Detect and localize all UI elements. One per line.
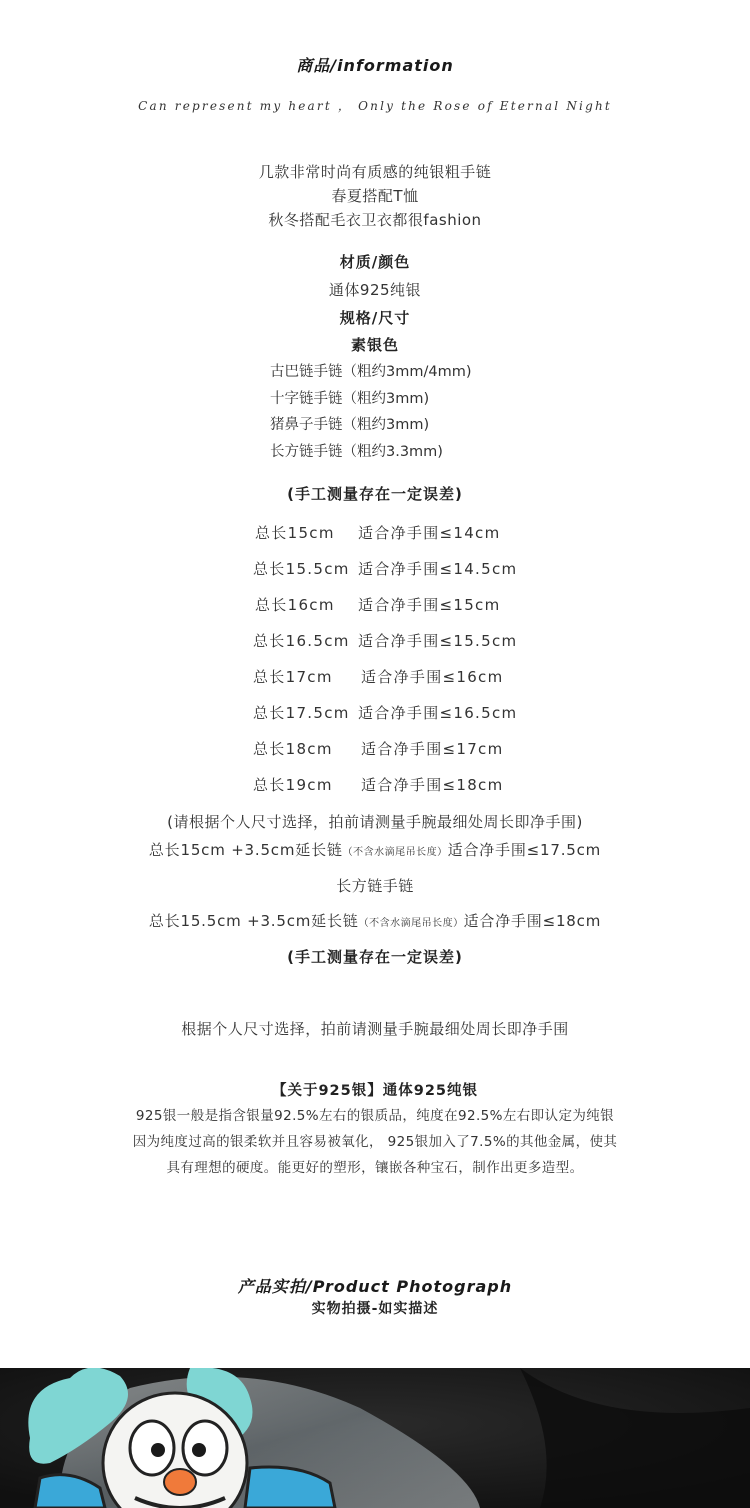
size-fit: 适合净手围≤18cm <box>361 776 504 794</box>
extension-note: （不含水滴尾吊长度） <box>342 847 448 858</box>
rect-chain-label: 长方链手链 <box>336 877 414 895</box>
size-fit: 适合净手围≤15.5cm <box>358 632 518 650</box>
size-length: 总长16cm <box>255 596 335 614</box>
extension-fit: 适合净手围≤17.5cm <box>447 841 602 859</box>
choose-note: (请根据个人尺寸选择，拍前请测量手腕最细处周长即净手围) <box>167 813 583 831</box>
product-photo <box>0 1368 750 1508</box>
photo-subtitle: 实物拍摄-如实描述 <box>311 1301 439 1317</box>
description-line: 几款非常时尚有质感的纯银粗手链 <box>258 163 492 181</box>
color-label: 素银色 <box>350 336 399 354</box>
size-length: 总长18cm <box>253 740 333 758</box>
material-label: 材质/颜色 <box>339 253 411 271</box>
about-line: 925银一般是指含银量92.5%左右的银质品，纯度在92.5%左右即认定为纯银 <box>135 1108 615 1124</box>
extension-main: 总长15cm +3.5cm延长链 <box>148 841 343 859</box>
about-line: 具有理想的硬度。能更好的塑形，镶嵌各种宝石，制作出更多造型。 <box>166 1160 584 1176</box>
info-title: 商品/information <box>296 56 454 75</box>
chain-item: 十字链手链（粗约3mm) <box>270 390 430 407</box>
about-line: 因为纯度过高的银柔软并且容易被氧化， 925银加入了7.5%的其他金属，使其 <box>132 1134 618 1150</box>
size-length: 总长16.5cm <box>253 632 350 650</box>
size-length: 总长17.5cm <box>253 704 350 722</box>
description-line: 春夏搭配T恤 <box>331 187 419 205</box>
error-note-2: (手工测量存在一定误差) <box>287 948 463 966</box>
error-note: (手工测量存在一定误差) <box>287 485 463 503</box>
extension-line-1 <box>0 839 750 860</box>
extension-fit: 适合净手围≤18cm <box>463 912 602 930</box>
photo-title: 产品实拍/Product Photograph <box>237 1277 513 1296</box>
measure-note: 根据个人尺寸选择，拍前请测量手腕最细处周长即净手围 <box>181 1020 569 1038</box>
clown-pendant-icon <box>0 1368 750 1508</box>
size-fit: 适合净手围≤16.5cm <box>358 704 518 722</box>
chain-list <box>270 359 570 465</box>
size-fit: 适合净手围≤14.5cm <box>358 560 518 578</box>
description-line: 秋冬搭配毛衣卫衣都很fashion <box>268 211 482 229</box>
extension-note: （不含水滴尾吊长度） <box>358 918 464 929</box>
size-fit: 适合净手围≤17cm <box>361 740 504 758</box>
size-length: 总长15.5cm <box>253 560 350 578</box>
about-paragraph <box>0 1103 750 1181</box>
description-block <box>0 160 750 232</box>
size-length: 总长17cm <box>253 668 333 686</box>
chain-item: 古巴链手链（粗约3mm/4mm) <box>270 364 472 380</box>
chain-item: 长方链手链（粗约3.3mm) <box>270 443 443 460</box>
size-fit: 适合净手围≤14cm <box>358 524 501 542</box>
size-fit: 适合净手围≤15cm <box>358 596 501 614</box>
material-value: 通体925纯银 <box>328 281 422 299</box>
spec-label: 规格/尺寸 <box>339 309 411 327</box>
size-fit: 适合净手围≤16cm <box>361 668 504 686</box>
extension-main: 总长15.5cm +3.5cm延长链 <box>148 912 359 930</box>
about-title: 【关于925银】通体925纯银 <box>271 1083 479 1099</box>
size-length: 总长15cm <box>255 524 335 542</box>
tagline: Can represent my heart ， Only the Rose of Eternal Night <box>138 99 612 113</box>
chain-item: 猪鼻子手链（粗约3mm) <box>270 417 430 433</box>
extension-line-2 <box>0 910 750 931</box>
size-length: 总长19cm <box>253 776 333 794</box>
